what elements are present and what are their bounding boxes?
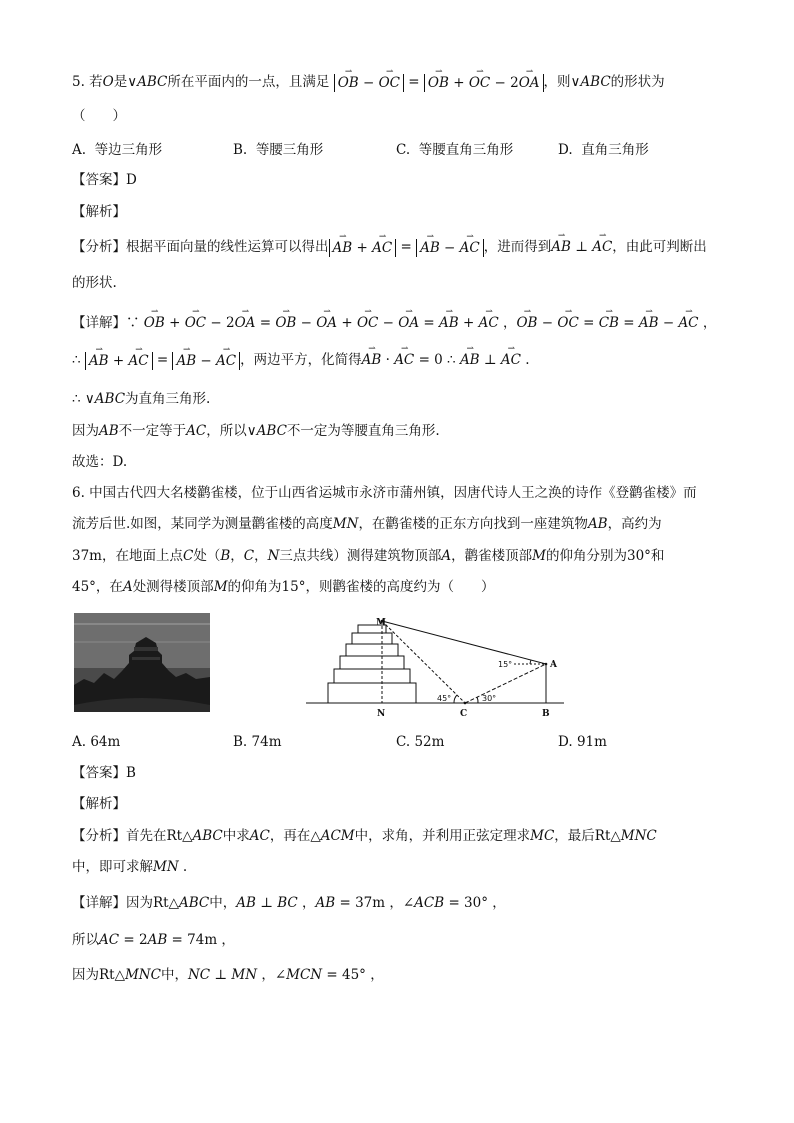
angle-15: 15° xyxy=(498,660,513,669)
q6-fenxi: 【分析】首先在Rt△ABC中求AC，再在△ACM中，求角，并利用正弦定理求MC，最后Rt△MNC xyxy=(72,828,657,844)
q5-stem: 5. 若O是∨ABC所在平面内的一点，且满足 ⇀ OB − ⇀ OC = ⇀ OB + ⇀ OC − 2⇀ OA ，则∨ABC的形状为 xyxy=(72,72,665,92)
q5-detail-1: 【详解】∵ ⇀ OB + ⇀ OC − 2⇀ OA = ⇀ OB − ⇀ OA + ⇀ OC − ⇀ OA = ⇀ AB + ⇀ AC ，⇀ OB − ⇀ OC = ⇀ CB = ⇀ AB − ⇀ AC ， xyxy=(72,313,716,333)
label-c: C xyxy=(460,709,468,719)
q6-detail-3: 因为Rt△MNC中，NC ⊥ MN ，∠MCN = 45° ， xyxy=(72,967,384,983)
angle-45: 45° xyxy=(437,694,452,703)
q6-option-c: C. 52m xyxy=(396,734,445,750)
q5-fenxi: 【分析】根据平面向量的线性运算可以得出⇀ AB + ⇀ AC = ⇀ AB − ⇀ AC ，进而得到⇀ AB ⊥ ⇀ AC，由此可判断出 xyxy=(72,237,707,257)
q6-fenxi-cont: 中，即可求解MN . xyxy=(72,859,188,875)
q5-paren: （ ） xyxy=(72,108,126,124)
q6-answer: 【答案】B xyxy=(72,765,136,781)
q5-detail-4: 因为AB不一定等于AC，所以∨ABC不一定为等腰直角三角形. xyxy=(72,423,440,439)
tower-photo xyxy=(74,613,210,712)
q5-option-d: D. 直角三角形 xyxy=(558,142,649,158)
angle-30: 30° xyxy=(482,694,497,703)
q5-detail-2: ∴ ⇀ AB + ⇀ AC = ⇀ AB − ⇀ AC ，两边平方，化简得⇀ AB · ⇀ AC = 0 ∴ ⇀ AB ⊥ ⇀ AC . xyxy=(72,350,530,370)
q6-stem-2: 流芳后世.如图，某同学为测量鹳雀楼的高度MN，在鹳雀楼的正东方向找到一座建筑物AB，高约为 xyxy=(72,516,662,532)
label-a: A xyxy=(550,660,557,670)
q5-choose: 故选：D. xyxy=(72,454,128,470)
q5-option-b: B. 等腰三角形 xyxy=(233,142,324,158)
label-b: B xyxy=(542,709,550,719)
label-m: M xyxy=(376,618,386,628)
q6-detail-1: 【详解】因为Rt△ABC中，AB ⊥ BC ，AB = 37m ，∠ACB = 30° ， xyxy=(72,895,506,911)
q6-stem-4: 45°，在A处测得楼顶部M的仰角为15°，则鹳雀楼的高度约为（ ） xyxy=(72,579,495,595)
q5-answer: 【答案】D xyxy=(72,172,137,188)
tower-diagram xyxy=(302,615,572,723)
q6-option-d: D. 91m xyxy=(558,734,607,750)
q5-option-a: A. 等边三角形 xyxy=(72,142,163,158)
label-n: N xyxy=(377,709,386,719)
q5-fenxi-cont: 的形状. xyxy=(72,275,117,291)
q6-option-b: B. 74m xyxy=(233,734,282,750)
q6-analysis-heading: 【解析】 xyxy=(72,796,126,812)
q5-analysis-heading: 【解析】 xyxy=(72,204,126,220)
q5-option-c: C. 等腰直角三角形 xyxy=(396,142,514,158)
q6-option-a: A. 64m xyxy=(72,734,121,750)
q6-stem-3: 37m，在地面上点C处（B，C，N三点共线）测得建筑物顶部A，鹳雀楼顶部M的仰角分别为30°和 xyxy=(72,548,665,564)
q5-detail-3: ∴ ∨ABC为直角三角形. xyxy=(72,391,211,407)
q6-detail-2: 所以AC = 2AB = 74m ， xyxy=(72,932,235,948)
q6-stem-1: 6. 中国古代四大名楼鹳雀楼，位于山西省运城市永济市蒲州镇，因唐代诗人王之涣的诗作《登鹳雀楼》而 xyxy=(72,485,697,501)
